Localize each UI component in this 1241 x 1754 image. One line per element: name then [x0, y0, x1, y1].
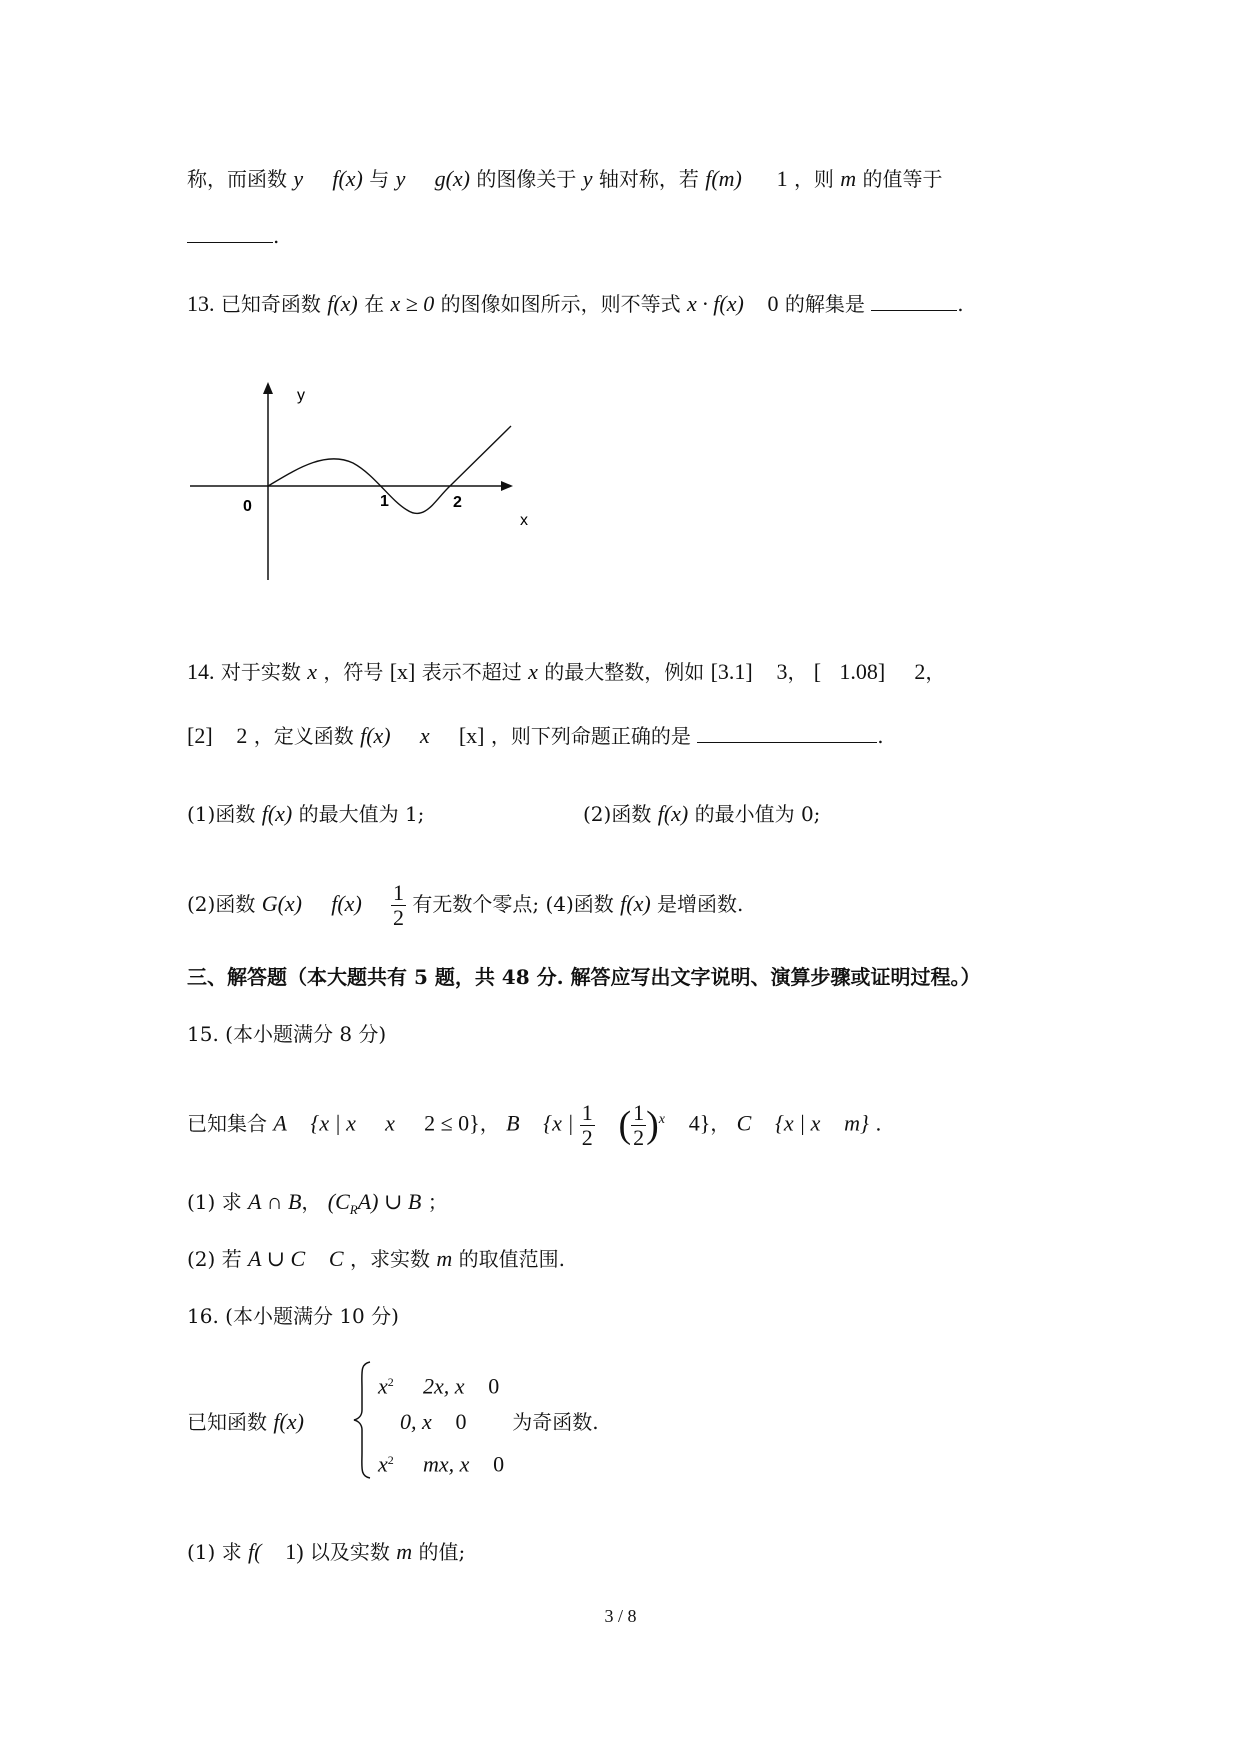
- q16-case3: $x^2$ mx, x 0: [378, 1451, 505, 1477]
- math: x: [419, 723, 430, 748]
- math: 4}: [688, 1110, 711, 1136]
- text: 的图像如图所示，则不等式: [440, 292, 681, 316]
- question-number: 13.: [187, 291, 215, 316]
- text: 已知集合: [187, 1111, 267, 1136]
- math: 3: [776, 659, 788, 684]
- y-axis-label: y: [297, 387, 305, 404]
- text: ，求实数: [349, 1247, 430, 1271]
- math: 0: [493, 1451, 505, 1477]
- q14-options-row2: [187, 874, 743, 934]
- option-3: (2)函数: [187, 892, 256, 916]
- text: 以及实数: [309, 1540, 390, 1564]
- text: 已知奇函数: [220, 292, 321, 316]
- fraction: $\frac{1}{2}$: [392, 880, 404, 930]
- math: x: [378, 1451, 388, 1477]
- text: 在: [364, 292, 385, 316]
- q12-blank-line: [187, 222, 279, 250]
- math: C: [328, 1246, 344, 1271]
- math: A: [273, 1110, 287, 1136]
- origin-label: 0: [243, 498, 252, 515]
- math: [x]: [389, 659, 416, 684]
- math: f(x): [620, 891, 651, 916]
- q15-part1: (1) 求 A ∩ B， $(C_RA)$ ∪ B ；: [187, 1189, 448, 1217]
- text: .: [957, 292, 964, 316]
- math: mx, x: [422, 1451, 470, 1477]
- math: 1): [285, 1539, 304, 1564]
- math: [: [813, 659, 822, 684]
- math: C: [736, 1110, 752, 1136]
- math: f(: [248, 1539, 262, 1564]
- math: m}: [844, 1110, 869, 1136]
- subscript: R: [349, 1202, 358, 1217]
- q15-head: 15. (本小题满分 8 分): [187, 1022, 387, 1046]
- math: 2 ≤ 0}: [424, 1110, 480, 1136]
- math: f(x): [657, 801, 689, 826]
- option-4: (4)函数: [545, 892, 614, 916]
- text: 称，而函数: [187, 167, 287, 191]
- option-2: (2)函数: [583, 802, 652, 826]
- math: x: [385, 1110, 395, 1136]
- math: f(x): [332, 166, 363, 191]
- math: m: [396, 1539, 413, 1564]
- fraction: $\frac{1}{2}$: [633, 1099, 645, 1150]
- text: 的值;: [418, 1540, 466, 1564]
- function-graph: [185, 380, 535, 590]
- math: {x | x: [310, 1110, 356, 1136]
- text: 的取值范围.: [458, 1247, 565, 1271]
- q12-line: [187, 165, 943, 193]
- math: A) ∪ B: [357, 1189, 422, 1214]
- q16-def: [187, 1408, 304, 1436]
- x-axis-label: x: [520, 512, 528, 529]
- text: 的图像关于: [476, 167, 577, 191]
- math: y: [293, 166, 304, 191]
- text: 的最大整数，例如: [544, 660, 705, 684]
- text: 与: [369, 167, 390, 191]
- answer-blank[interactable]: [697, 722, 877, 743]
- math: x: [378, 1373, 388, 1399]
- q16-head: 16. (本小题满分 10 分): [187, 1304, 399, 1328]
- y-axis-arrow: [263, 382, 273, 394]
- math: f(x): [273, 1409, 304, 1434]
- math: f(x): [360, 723, 391, 748]
- math: x: [528, 659, 538, 684]
- math: G(x): [261, 891, 303, 916]
- math: 2: [236, 723, 248, 748]
- math: g(x): [434, 166, 470, 191]
- math: x · f(x): [687, 291, 744, 316]
- q15-part2: [187, 1245, 565, 1273]
- x-axis-arrow: [501, 481, 513, 491]
- text: .: [875, 1111, 882, 1136]
- math: 2: [914, 659, 926, 684]
- exponent: x: [658, 1112, 666, 1127]
- math: 0, x: [400, 1409, 432, 1434]
- text: 的最小值为 0;: [694, 802, 821, 826]
- text: ，则下列命题正确的是: [490, 724, 691, 748]
- q14-options-row1: [187, 800, 424, 828]
- text: ，定义函数: [253, 724, 354, 748]
- text: 的解集是: [784, 292, 865, 316]
- tick-label-2: 2: [453, 494, 462, 511]
- math: [2]: [187, 723, 213, 748]
- math: 0: [767, 291, 779, 316]
- math: [x]: [458, 723, 485, 748]
- math: (C: [327, 1189, 350, 1214]
- cases-brace: [352, 1360, 372, 1480]
- math: x ≥ 0: [390, 291, 435, 316]
- math: 1.08]: [839, 659, 886, 684]
- math: {x | x: [775, 1110, 821, 1136]
- q13-line: [187, 290, 964, 318]
- curve: [268, 426, 511, 513]
- text: 的值等于: [862, 167, 943, 191]
- text: ，则: [793, 167, 834, 191]
- text: 的最大值为 1;: [298, 802, 425, 826]
- math: [3.1]: [710, 659, 753, 684]
- math: 1: [776, 166, 788, 191]
- q15-sets: 已知集合 A {x | x x 2 ≤ 0}， B {x | $\frac{1}{2}$ ( $\frac{1}{2}$ )$^x$ 4}， C {x | x m} .: [187, 1099, 882, 1150]
- math: 0: [455, 1409, 467, 1434]
- math: A ∩ B: [248, 1189, 302, 1214]
- text: .: [877, 724, 884, 748]
- section-title: 三、解答题（本大题共有 5 题，共 48 分. 解答应写出文字说明、演算步骤或证明过程。）: [187, 965, 981, 989]
- text: 有无数个零点;: [412, 892, 540, 916]
- math: f(x): [261, 801, 293, 826]
- q14-line2: [187, 722, 884, 750]
- question-number: 14.: [187, 659, 215, 684]
- math: y: [582, 166, 593, 191]
- text: ；: [427, 1190, 448, 1214]
- fraction: $\frac{1}{2}$: [581, 1099, 593, 1150]
- math: f(x): [331, 891, 362, 916]
- math: 2x, x: [422, 1373, 465, 1399]
- text: 为奇函数.: [512, 1410, 599, 1434]
- math: f(x): [327, 291, 358, 316]
- math: A ∪ C: [248, 1246, 306, 1271]
- q16-part1: [187, 1538, 465, 1566]
- text: 轴对称，若: [598, 167, 699, 191]
- text: ，符号: [323, 660, 384, 684]
- math: m: [840, 166, 857, 191]
- text: 已知函数: [187, 1410, 267, 1434]
- math: {x |: [543, 1110, 574, 1136]
- math: m: [436, 1246, 453, 1271]
- math: y: [395, 166, 406, 191]
- math: x: [307, 659, 317, 684]
- text: (1) 求: [187, 1540, 242, 1564]
- math: B: [506, 1110, 520, 1136]
- text: 对于实数: [220, 660, 301, 684]
- text: 是增函数.: [657, 892, 744, 916]
- q14-line1: 14. 对于实数 x ，符号 [x] 表示不超过 x 的最大整数，例如 [3.1] 3， [ 1.08] 2，: [187, 659, 946, 684]
- q16-case2: [400, 1408, 599, 1436]
- page-number: 3 / 8: [604, 1606, 637, 1626]
- tick-label-1: 1: [380, 493, 389, 510]
- answer-blank[interactable]: [187, 222, 273, 243]
- text: (1) 求: [187, 1190, 242, 1214]
- math: f(m): [705, 166, 742, 191]
- option-1: (1)函数: [187, 802, 256, 826]
- q14-options-row1b: [583, 800, 820, 828]
- text: .: [273, 224, 280, 248]
- answer-blank[interactable]: [871, 290, 957, 311]
- q16-case1: $x^2$ 2x, x 0: [378, 1373, 500, 1399]
- text: (2) 若: [187, 1247, 242, 1271]
- math: 0: [488, 1373, 500, 1399]
- text: 表示不超过: [421, 660, 522, 684]
